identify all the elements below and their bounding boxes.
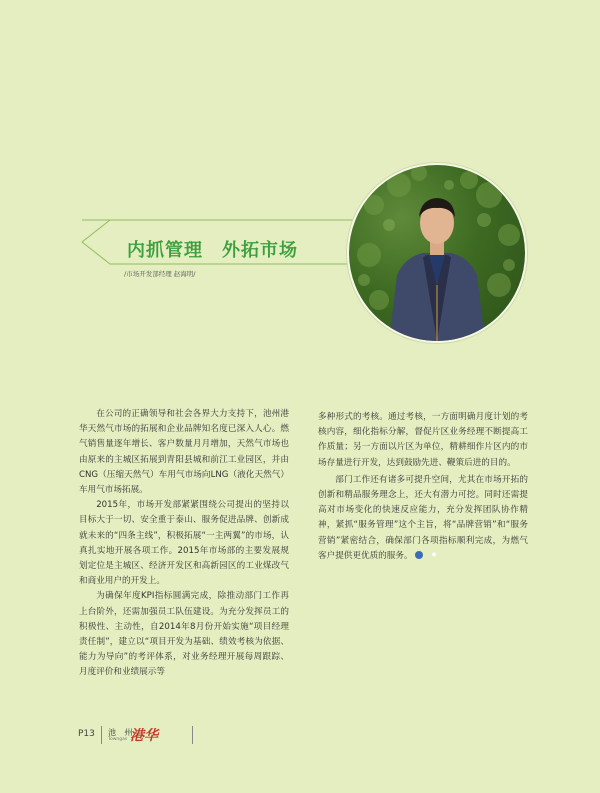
article-body-left-column xyxy=(79,407,289,681)
paragraph: 在公司的正确领导和社会各界大力支持下，池州港华天然气市场的拓展和企业品牌知名度已深入人心。燃气销售量逐年增长、客户数量月月增加，天然气市场也由原来的主城区拓展到青阳县城和前江工业园区，并由CNG（压缩天然气）车用气市场向LNG（液化天然气）车用气市场拓展。 xyxy=(79,409,289,496)
article-byline: /市场开发部经理 赵海明/ xyxy=(124,270,196,278)
magazine-name: 池 州 xyxy=(108,728,136,737)
magazine-subtitle: Towngas xyxy=(108,737,128,742)
author-portrait xyxy=(347,163,527,343)
article-title: 内抓管理 外拓市场 xyxy=(127,240,298,261)
magazine-brand: 港华 xyxy=(130,728,158,744)
page-number: P13 xyxy=(78,729,95,739)
portrait-illustration xyxy=(349,165,525,341)
magazine-logo xyxy=(101,726,193,744)
paragraph xyxy=(318,473,528,564)
article-body-right-column xyxy=(318,410,528,564)
article-end-icon: ◆ xyxy=(415,551,423,559)
paragraph: 多种形式的考核。通过考核，一方面明确月度计划的考核内容，细化指标分解，督促片区业务经理不断提高工作质量；另一方面以片区为单位，精耕细作片区内的市场存量进行开发，达到鼓励先进、鞭策后进的目的。 xyxy=(318,412,528,468)
paragraph: 2015年，市场开发部紧紧围绕公司提出的坚持以目标大于一切、安全重于泰山、服务促进品牌、创新成就未来的“四条主线”，积极拓展“一主两翼”的市场，认真扎实地开展各项工作。2015年市场部的主要发展规划定位是主城区、经济开发区和高新园区的工业煤改气和商业用户的开发上。 xyxy=(79,500,289,587)
paragraph-text: 部门工作还有诸多可提升空间，尤其在市场开拓的创新和精品服务理念上，还大有潜力可挖。同时还需提高对市场变化的快速反应能力，充分发挥团队协作精神，紧抓“服务管理”这个主旨，将“品牌营销”和“服务营销”紧密结合，确保部门各项指标顺利完成，为燃气客户提供更优质的服务。 xyxy=(318,474,528,561)
paragraph: 为确保年度KPI指标圆满完成，除推动部门工作再上台阶外，还需加强员工队伍建设。为充分发挥员工的积极性、主动性，自2014年8月份开始实施“项目经理责任制”，建立以“项目开发为基础、绩效考核为依据、能力为导向”的考评体系，对业务经理开展每周跟踪、月度评价和业绩展示等 xyxy=(79,591,289,678)
